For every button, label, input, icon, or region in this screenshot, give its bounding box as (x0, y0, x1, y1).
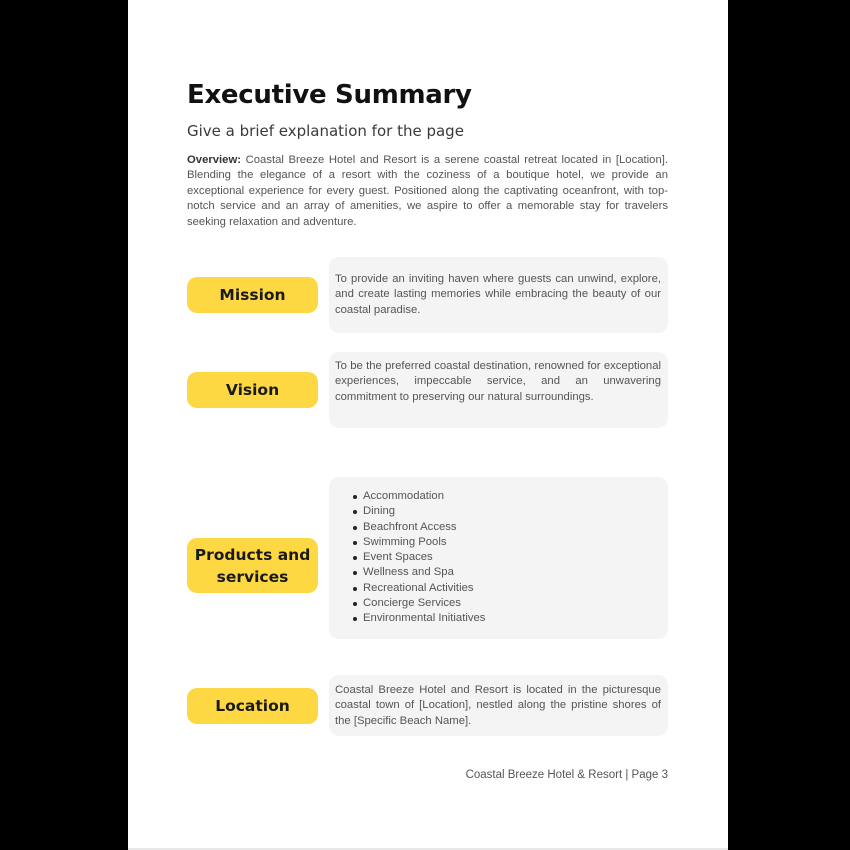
bullet-icon (353, 495, 357, 499)
overview-paragraph (187, 153, 668, 230)
bullet-icon (353, 617, 357, 621)
vision-text: To be the preferred coastal destination, renowned for exceptional experiences, impeccable service, and an unwavering commitment to preserving our natural surroundings. (335, 360, 661, 403)
mission-label: Mission (187, 277, 318, 313)
vision-label: Vision (187, 372, 318, 408)
bullet-icon (353, 602, 357, 606)
location-box (329, 675, 668, 736)
bullet-icon (353, 587, 357, 591)
list-item: Recreational Activities (353, 581, 661, 596)
list-item: Swimming Pools (353, 535, 661, 550)
overview-text: Coastal Breeze Hotel and Resort is a serene coastal retreat located in [Location]. Blending the elegance of a resort with the coziness of a boutique hotel, we provide an exceptional experience for every guest. Positioned along the captivating oceanfront, with top-notch service and an array of amenities, we aspire to offer a memorable stay for travelers seeking relaxation and adventure. (187, 154, 669, 228)
bullet-icon (353, 541, 357, 545)
overview-label: Overview: (187, 154, 242, 166)
location-label: Location (187, 688, 318, 724)
mission-box (329, 257, 668, 333)
page-footer: Coastal Breeze Hotel & Resort | Page 3 (465, 769, 668, 781)
products-list (335, 489, 661, 627)
bullet-icon (353, 510, 357, 514)
products-box (329, 477, 668, 639)
products-label: Products and services (187, 538, 318, 593)
list-item: Concierge Services (353, 596, 661, 611)
bullet-icon (353, 556, 357, 560)
bullet-icon (353, 526, 357, 530)
bullet-icon (353, 571, 357, 575)
document-page (128, 0, 728, 848)
list-item: Accommodation (353, 489, 661, 504)
mission-text: To provide an inviting haven where guests can unwind, explore, and create lasting memories while embracing the beauty of our coastal paradise. (335, 273, 661, 316)
list-item: Dining (353, 504, 661, 519)
list-item: Wellness and Spa (353, 565, 661, 580)
page-subtitle: Give a brief explanation for the page (187, 122, 464, 140)
location-text: Coastal Breeze Hotel and Resort is located in the picturesque coastal town of [Location], nestled along the pristine shores of the [Specific Beach Name]. (335, 684, 661, 727)
list-item: Environmental Initiatives (353, 611, 661, 626)
vision-box (329, 352, 668, 428)
list-item: Beachfront Access (353, 520, 661, 535)
page-title: Executive Summary (187, 80, 472, 110)
list-item: Event Spaces (353, 550, 661, 565)
